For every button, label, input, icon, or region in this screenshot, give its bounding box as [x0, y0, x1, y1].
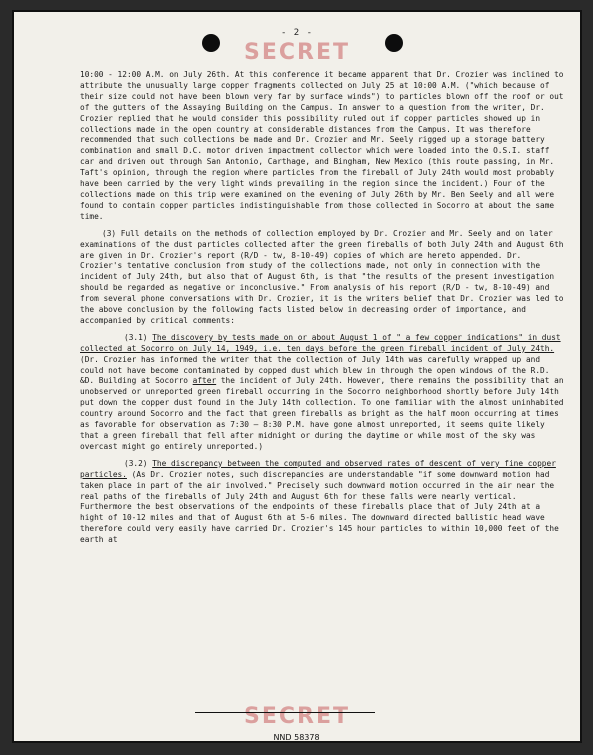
paragraph-3-2-heading: The discrepancy between the computed and observed rates of descent of very fine copper particles.	[80, 458, 556, 479]
page-number: - 2 -	[280, 28, 314, 38]
paragraph-3-1-emphasis: after	[192, 376, 217, 386]
paragraph-3-2-label: (3.2)	[124, 458, 148, 468]
paragraph-3-1-label: (3.1)	[124, 332, 148, 342]
paragraph-3: (3) Full details on the methods of collection employed by Dr. Crozier and Mr. Seely and on later examinations of the dust particles collected after the green fireballs of both July 24th and August 6th are given in Dr. Crozier's report (R/D - tw, 8-10-49) copies of which are hereto appended. Dr. Crozier's tentative conclusion from study of the collections made, not only in connection with the incident of July 24th, but also that of August 6th, is that "the results of the present investigation should be regarded as negative or inconclusive." From analysis of his report (R/D - tw, 8-10-49) and from several phone conversations with Dr. Crozier, it is the writers belief that Dr. Crozier was led to the above conclusion by the following facts listed below in decreasing order of importance, and accompanied by critical comments:	[80, 228, 564, 325]
paragraph-3-2	[80, 459, 564, 546]
classification-stamp-bottom: SECRET	[244, 704, 350, 729]
document-page	[12, 10, 582, 743]
paragraph-continuation: 10:00 - 12:00 A.M. on July 26th. At this conference it became apparent that Dr. Crozier was inclined to attribute the unusually large copper fragments collected on July 25 at 10:00 A.M. ("which because of their size could not have been blown very far by surface winds") to particles blown off the roof or out of the gutters of the Assaying Building on the Campus. In answer to a question from the writer, Dr. Crozier replied that he would consider this possibility ruled out if copper particles showed up in collections made in the open country at considerable distances from the Campus. It was therefore recommended that such collections be made and Dr. Crozier and Mr. Seely rigged up a storage battery combination and small D.C. motor driven impactment collector which were loaded into the O.S.I. staff car and driven out through San Antonio, Carthage, and Bingham, New Mexico (this route passing, in Mr. Taft's opinion, through the region where particles from the fireball of July 24th would most probably have been carried by the very light winds prevailing in the region since the incident.) Four of the collections made on this trip were examined on the evening of July 26th by Mr. Ben Seely and all were found to contain copper particles indistinguishable from those collected in Socorro at about the same time.	[80, 70, 564, 221]
document-body	[80, 70, 564, 552]
archive-id: NND 58378	[273, 733, 320, 742]
paragraph-3-2-text: (As Dr. Crozier notes, such discrepancies are understandable "if some downward motion had taken place in part of the air involved." Precisely such downward motion occurred in the air near the real paths of the fireballs of July 24th and August 6th for these falls were nearly vertical. Furthermore the best observations of the endpoints of these fireballs place that of July 24th at a hight of 10-12 miles and that of August 6th at 5-6 miles. The downward directed ballistic head wave therefore could very easily have carried Dr. Crozier's 145 hour particles to within 10,000 feet of the earth at	[80, 469, 559, 545]
paragraph-3-1	[80, 333, 564, 453]
classification-stamp-top: SECRET	[244, 40, 350, 65]
paragraph-3-1-text-rest: the incident of July 24th. However, there remains the possibility that an unobserved or unreported green fireball occurring in the Socorro neighborhood shortly before July 14th put down the copper dust found in the July 14th collection. To one familiar with the almost uninhabited country around Socorro and the fact that green fireballs as bright as the half moon occurring at times as favorable for observation as 7:30 — 8:30 P.M. have gone almost unreported, it seems quite likely that a green fireball that fell after midnight or during the daytime or while most of the sky was overcast might go entirely unreported.)	[80, 376, 564, 451]
paragraph-3-1-text: (Dr. Crozier has informed the writer that the collection of July 14th was carefully wrapped up and could not have become contaminated by copped dust which blew in through the open windows of the R.D. &D. Building at Socorro	[80, 354, 550, 386]
footer-rule	[195, 712, 375, 713]
paragraph-3-1-heading: The discovery by tests made on or about August 1 of " a few copper indications" in dust collected at Socorro on July 14, 1949, i.e. ten days before the green fireball incident of July 24th.	[80, 332, 561, 353]
